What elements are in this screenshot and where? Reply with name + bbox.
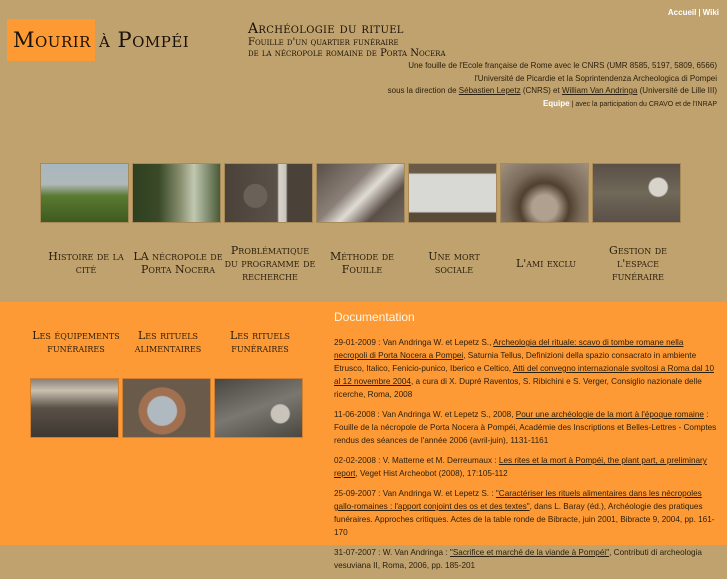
doc-entry — [334, 487, 718, 539]
doc-link[interactable]: Pour une archéologie de la mort à l'époque romaine — [515, 410, 704, 419]
thumbnail-vesuvius-landscape[interactable] — [40, 163, 129, 223]
doc-text: , dans L. Baray (éd.), Archéologie des pratiques funéraires. Approches critiques. Actes de la table ronde de Bibracte, juin 2001, Bibracte 9, 2004, pp. 161-170 — [334, 502, 715, 537]
doc-link[interactable]: Les rites et la mort à Pompéi, the plant part, a preliminary report — [334, 456, 707, 478]
main-nav — [40, 240, 688, 286]
doc-entry — [334, 408, 718, 447]
nav-methode[interactable]: Méthode de Fouille — [330, 250, 394, 276]
thumbnail-skeleton-burial[interactable] — [214, 378, 303, 438]
credits-line-4 — [388, 98, 717, 112]
doc-date: 31-07-2007 — [334, 548, 376, 557]
nav-gestion-espace[interactable]: Gestion de l'espace funéraire — [609, 243, 667, 283]
doc-date: 25-09-2007 — [334, 489, 376, 498]
credits-separator: | — [569, 100, 576, 108]
doc-text: : Van Andringa W. et Lepetz S., 2008, — [375, 410, 516, 419]
site-logo[interactable] — [7, 19, 189, 61]
credits-text: (CNRS) et — [520, 86, 562, 95]
thumbnail-excavation-tube[interactable] — [224, 163, 313, 223]
director-van-andringa-link[interactable]: William Van Andringa — [561, 86, 638, 95]
doc-text: , Contributi di archeologia vesuviana II, Roma, 2006, pp. 185-201 — [334, 548, 702, 570]
nav-rituels-alimentaires[interactable]: Les rituels alimentaires — [134, 329, 202, 355]
documentation-title: Documentation — [334, 310, 415, 324]
sub-thumbnail-strip — [30, 378, 303, 438]
nav-problematique[interactable]: Problématique du programme de recherche — [224, 243, 316, 283]
doc-date: 29-01-2009 — [334, 338, 376, 347]
thumbnail-excavator-working[interactable] — [316, 163, 405, 223]
subtitle-line-2: Fouille d'un quartier funéraire — [248, 37, 399, 48]
nav-mort-sociale[interactable]: Une mort sociale — [428, 250, 480, 276]
doc-link[interactable]: "Sacrifice et marché de la viande à Pompéi" — [449, 548, 610, 557]
thumbnail-necropolis-road[interactable] — [132, 163, 221, 223]
doc-link[interactable]: "Caractériser les rituels alimentaires dans les nécropoles gallo-romaines : l'apport conjoint des os et des textes" — [334, 489, 702, 511]
nav-equipements[interactable]: Les équipements funéraires — [32, 329, 120, 355]
nav-necropole[interactable]: LA nécropole de Porta Nocera — [133, 250, 223, 276]
thumbnail-equipment-excavation[interactable] — [30, 378, 119, 438]
doc-text: , Veget Hist Archeobot (2008), 17:105-112 — [355, 469, 508, 478]
logo-highlight — [7, 19, 95, 61]
credits-line-2: l'Université de Picardie et la Soprintendenza Archeologica di Pompei — [474, 73, 717, 83]
doc-link[interactable]: Archeologia del rituale: scavo di tombe romane nella necropoli di Porta Nocera a Pompei — [334, 338, 684, 360]
subtitle-main: Archéologie du rituel — [248, 21, 404, 37]
credits-text: sous la direction de — [387, 86, 459, 95]
site-subtitle — [248, 22, 446, 59]
doc-entry — [334, 336, 718, 401]
thumbnail-arched-niche[interactable] — [500, 163, 589, 223]
logo-word-pompei: à Pompéi — [98, 28, 190, 52]
director-lepetz-link[interactable]: Sébastien Lepetz — [458, 86, 521, 95]
doc-text: : Fouille de la nécropole de Porta Nocera à Pompéi, Académie des Inscriptions et Belles-Lettres - Comptes rendus des séances de l'année 2006 (avril-juin), 1131-1161 — [334, 410, 717, 445]
credits-text: (Université de Lille III) — [637, 86, 717, 95]
participation-text: avec la participation du CRAVO et de l'INRAP — [575, 100, 717, 108]
subtitle-line-3: de la nécropole romaine de Porta Nocera — [248, 48, 446, 59]
link-separator: | — [698, 8, 701, 17]
credits-line-1: Une fouille de l'Ecole française de Rome avec le CNRS (UMR 8585, 5197, 5809, 6566) — [408, 61, 717, 70]
doc-text: : W. Van Andringa : — [375, 548, 450, 557]
doc-entry — [334, 546, 718, 572]
thumbnail-round-pit-ceramics[interactable] — [122, 378, 211, 438]
doc-date: 11-06-2008 — [334, 410, 376, 419]
doc-link[interactable]: Atti del convegno internazionale svoltosi a Roma dal 10 al 12 novembre 2004 — [334, 364, 715, 386]
nav-histoire[interactable]: Histoire de la cité — [48, 250, 124, 276]
thumbnail-inscription-stone[interactable] — [408, 163, 497, 223]
team-link[interactable]: Equipe — [542, 98, 570, 108]
doc-date: 02-02-2008 — [334, 456, 376, 465]
top-links — [668, 8, 719, 17]
doc-entry — [334, 454, 718, 480]
wiki-link[interactable]: Wiki — [702, 8, 719, 17]
documentation-section — [334, 310, 718, 579]
sub-nav — [30, 322, 306, 362]
doc-text: : V. Matterne et M. Derreumaux : — [375, 456, 499, 465]
doc-text: : Van Andringa W. et Lepetz S. : — [375, 489, 496, 498]
nav-rituels-funeraires[interactable]: Les rituels funéraires — [229, 329, 291, 355]
credits — [388, 60, 717, 111]
main-thumbnail-strip — [40, 163, 681, 223]
doc-text: : Van Andringa W. et Lepetz S., — [375, 338, 494, 347]
credits-line-3 — [388, 85, 717, 98]
thumbnail-burial-urn[interactable] — [592, 163, 681, 223]
doc-text: , Saturnia Tellus, Definizioni della spazio consacrato in ambiente Etrusco, Italico, Fenicio-punico, Iberico e Celtico, — [334, 351, 697, 373]
nav-ami-exclu[interactable]: L'ami exclu — [515, 256, 577, 270]
logo-word-mourir: Mourir — [13, 28, 91, 52]
home-link[interactable]: Accueil — [667, 8, 697, 17]
doc-text: , a cura di X. Dupré Raventos, S. Ribichini e S. Verger, Consiglio nazionale delle ricerche, Roma, 2008 — [334, 377, 702, 399]
